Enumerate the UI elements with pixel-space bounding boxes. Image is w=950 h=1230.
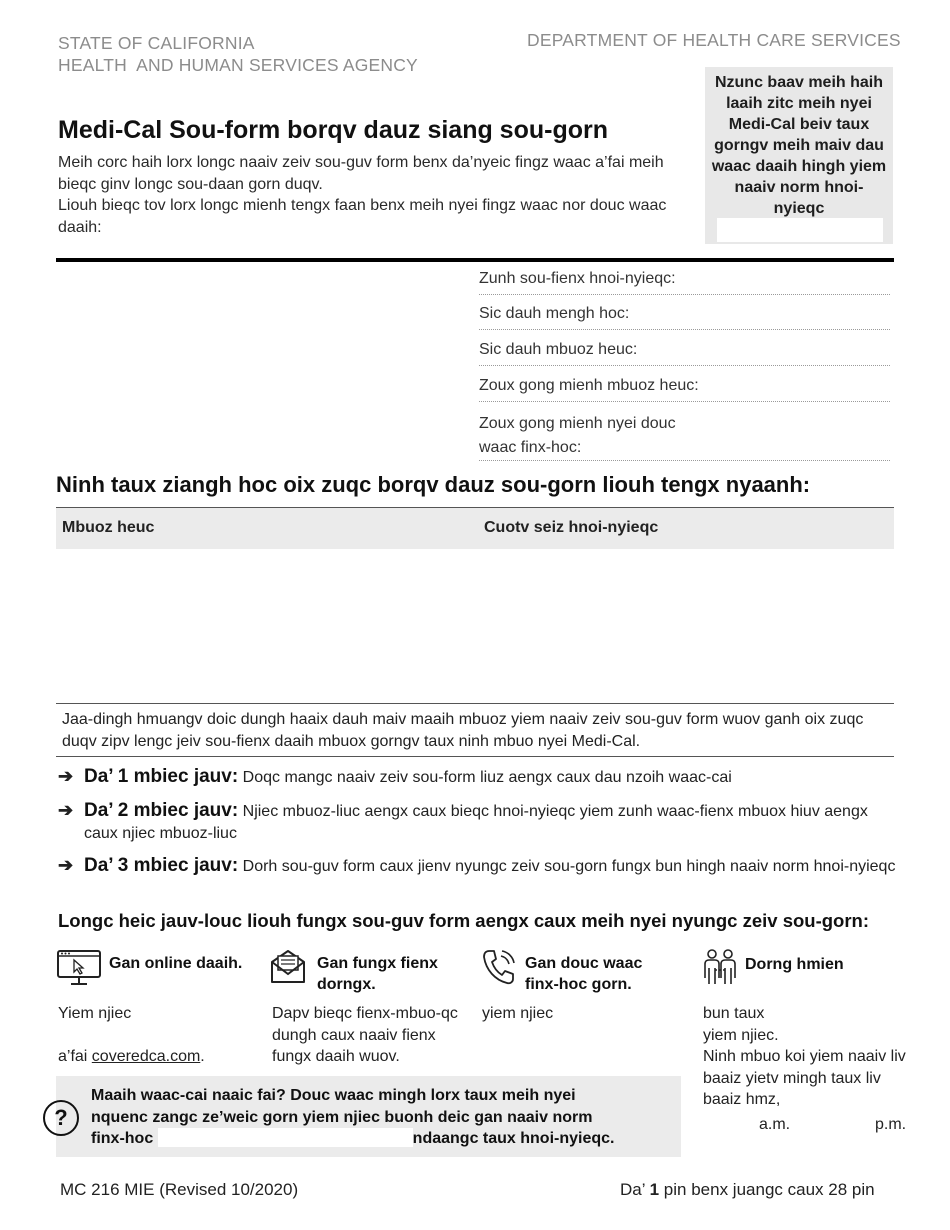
- phone-title-line2: finx-hoc gorn.: [525, 976, 632, 993]
- step-2-text: Njiec mbuoz-liuc aengx caux bieqc hnoi-nyieqc yiem zunh waac-fienx mbuox hiuv aengx caux njiec mbuoz-liuc: [84, 803, 868, 842]
- table-header: [56, 507, 894, 549]
- person-am: a.m.: [759, 1116, 791, 1133]
- agency-header: [58, 32, 418, 76]
- person-pm: p.m.: [875, 1116, 907, 1133]
- coveredca-link[interactable]: coveredca.com: [91, 1048, 201, 1065]
- help-line2: nquenc zangc ze’weic gorn yiem njiec buonh deic gan naaiv norm: [91, 1108, 593, 1126]
- step-1: [58, 766, 898, 789]
- page-num: 1: [649, 1180, 660, 1199]
- step-3-lead: Da’ 3 mbiec jauv:: [84, 855, 239, 876]
- worker-phone-field[interactable]: [479, 412, 890, 461]
- case-number-field[interactable]: [479, 341, 890, 366]
- worker-number-field[interactable]: [479, 377, 890, 402]
- person-text: [703, 1003, 923, 1111]
- step-2: [58, 800, 898, 844]
- page-title: Medi-Cal Sou-form borqv dauz siang sou-gorn: [58, 116, 608, 144]
- help-line3: [91, 1128, 671, 1150]
- intro-text: [58, 152, 678, 238]
- question-icon: ?: [43, 1100, 79, 1136]
- people-icon: [702, 948, 738, 986]
- online-line1: Yiem njiec: [58, 1005, 132, 1022]
- mail-title: [317, 953, 438, 995]
- person-title: Dorng hmien: [745, 956, 844, 973]
- phone-icon: [481, 948, 517, 986]
- online-title: Gan online daaih.: [109, 955, 243, 972]
- page-post: pin benx juangc caux 28 pin: [659, 1180, 875, 1199]
- state-name: STATE OF CALIFORNIA: [58, 33, 255, 53]
- computer-icon: [57, 950, 101, 986]
- worker-number-label: Zoux gong mienh mbuoz heuc:: [479, 377, 699, 394]
- send-date-label: Zunh sou-fienx hnoi-nyieqc:: [479, 270, 676, 287]
- step-2-lead: Da’ 2 mbiec jauv:: [84, 800, 239, 821]
- person-line3: Ninh mbuo koi yiem naaiv liv baaiz yietv mingh taux liv baaiz hmz,: [703, 1048, 906, 1108]
- worker-phone-label-line2: waac finx-hoc:: [479, 439, 582, 456]
- help-line1: Maaih waac-cai naaic fai? Douc waac mingh lorx taux meih nyei: [91, 1087, 576, 1104]
- due-date-field[interactable]: [717, 218, 883, 242]
- person-line2: yiem njiec.: [703, 1026, 779, 1044]
- mail-title-line2: dorngx.: [317, 976, 376, 993]
- mail-title-line1: Gan fungx fienx: [317, 955, 438, 972]
- notice-text: Jaa-dingh hmuangv doic dungh haaix dauh maiv maaih mbuoz yiem naaiv zeiv sou-guv form wuov ganh oix zuqc duqv zipv lengc jeiv sou-fienx daaih mbuox gorngv taux ninh mbuo nyei Medi-Cal.: [56, 703, 894, 757]
- table-col-date: Cuotv seiz hnoi-nyieqc: [484, 519, 659, 536]
- step-1-text: Doqc mangc naaiv zeiv sou-form liuz aengx caux dau nzoih waac-cai: [242, 769, 732, 786]
- step-3-text: Dorh sou-guv form caux jienv nyungc zeiv sou-gorn fungx bun hingh naaiv norm hnoi-nyieqc: [242, 858, 896, 875]
- due-date-instruction: Nzunc baav meih haih laaih zitc meih nyei Medi-Cal beiv taux gorngv meih maiv dau waac daaih hingh yiem naaiv norm hnoi-nyieqc: [711, 74, 887, 217]
- due-date-box: [705, 67, 893, 244]
- intro-paragraph-2: Liouh bieqc tov lorx longc mienh tengx faan benx meih nyei fingz waac nor douc waac daaih:: [58, 197, 667, 236]
- send-date-field[interactable]: [479, 270, 890, 295]
- worker-phone-label-line1: Zoux gong mienh nyei douc: [479, 415, 676, 432]
- step-1-lead: Da’ 1 mbiec jauv:: [84, 766, 239, 787]
- help-line3-pre: finx-hoc: [91, 1130, 154, 1147]
- step-3: [58, 855, 898, 878]
- online-line2-post: .: [200, 1048, 205, 1065]
- case-number-label: Sic dauh mbuoz heuc:: [479, 341, 638, 358]
- table-col-name: Mbuoz heuc: [62, 519, 155, 536]
- intro-paragraph-1: Meih corc haih lorx longc naaiv zeiv sou-guv form benx da’nyeic fingz waac a’fai meih bieqc ginv longc sou-daan gorn duqv.: [58, 154, 664, 193]
- heavy-divider: [56, 258, 894, 262]
- section-title: Ninh taux ziangh hoc oix zuqc borqv dauz sou-gorn liouh tengx nyaanh:: [56, 472, 811, 497]
- form-id: MC 216 MIE (Revised 10/2020): [60, 1180, 299, 1199]
- page-number: [620, 1180, 875, 1200]
- case-name-field[interactable]: [479, 305, 890, 330]
- arrow-right-icon: ➔: [58, 800, 74, 820]
- arrow-right-icon: ➔: [58, 855, 74, 875]
- case-name-label: Sic dauh mengh hoc:: [479, 305, 630, 322]
- phone-text: yiem njiec: [482, 1005, 554, 1022]
- table-body[interactable]: [56, 549, 894, 702]
- help-phone-field[interactable]: [158, 1128, 413, 1147]
- online-line2-pre: a’fai: [58, 1048, 92, 1065]
- arrow-right-icon: ➔: [58, 766, 74, 786]
- department-name: DEPARTMENT OF HEALTH CARE SERVICES: [527, 30, 901, 50]
- online-line2: [58, 1046, 205, 1068]
- agency-name: HEALTH AND HUMAN SERVICES AGENCY: [58, 55, 418, 75]
- help-box: [56, 1076, 681, 1157]
- phone-title-line1: Gan douc waac: [525, 955, 643, 972]
- mail-text: Dapv bieqc fienx-mbuo-qc dungh caux naaiv fienx fungx daaih wuov.: [272, 1005, 458, 1065]
- person-line1: bun taux: [703, 1005, 765, 1022]
- help-line3-post: ndaangc taux hnoi-nyieqc.: [412, 1130, 615, 1147]
- page-pre: Da’: [620, 1180, 650, 1199]
- ways-title: Longc heic jauv-louc liouh fungx sou-guv form aengx caux meih nyei nyungc zeiv sou-gorn:: [58, 910, 870, 931]
- mail-icon: [270, 948, 306, 984]
- help-text: [91, 1085, 671, 1150]
- phone-title: [525, 953, 642, 995]
